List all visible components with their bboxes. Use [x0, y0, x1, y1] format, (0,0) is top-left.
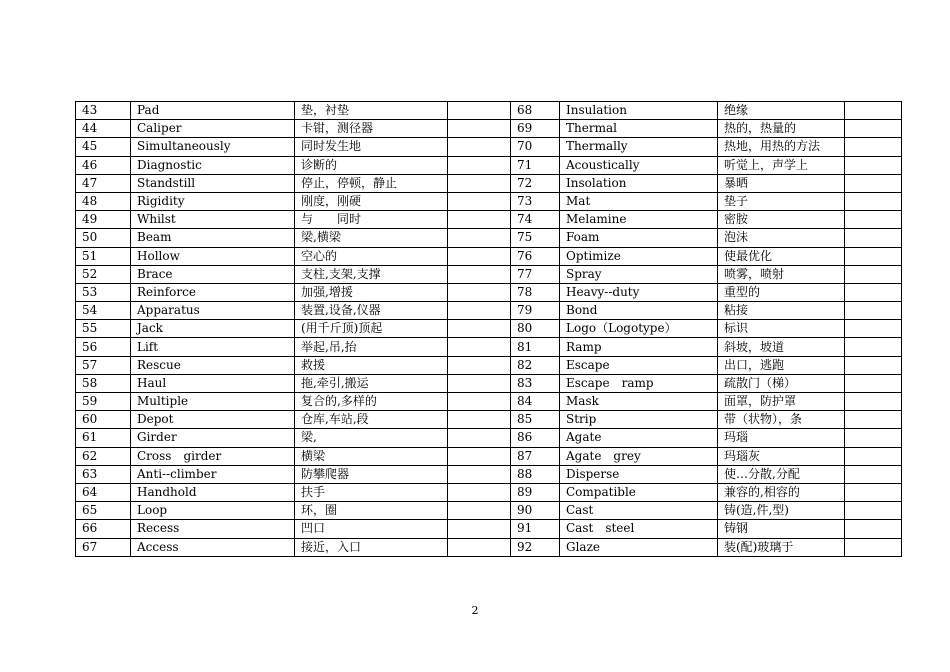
- term-chinese: 暴晒: [718, 174, 845, 192]
- term-english: Agate: [560, 429, 718, 447]
- term-number: 83: [511, 374, 560, 392]
- term-chinese: 兼容的,相容的: [718, 483, 845, 501]
- term-chinese: 诊断的: [295, 156, 448, 174]
- term-chinese: 支柱,支架,支撑: [295, 265, 448, 283]
- term-english: Insulation: [560, 102, 718, 120]
- term-number: 70: [511, 138, 560, 156]
- table-row: [76, 120, 902, 138]
- term-number: 81: [511, 338, 560, 356]
- term-number: 87: [511, 447, 560, 465]
- term-number: 54: [76, 302, 131, 320]
- term-english: Cast steel: [560, 520, 718, 538]
- term-english: Depot: [131, 411, 295, 429]
- term-english: Mask: [560, 393, 718, 411]
- term-english: Foam: [560, 229, 718, 247]
- term-blank-cell: [845, 465, 902, 483]
- term-english: Brace: [131, 265, 295, 283]
- term-chinese: 热地，用热的方法: [718, 138, 845, 156]
- term-english: Thermally: [560, 138, 718, 156]
- term-chinese: 举起,吊,抬: [295, 338, 448, 356]
- term-chinese: 使…分散,分配: [718, 465, 845, 483]
- term-blank-cell: [845, 211, 902, 229]
- term-chinese: 梁,横梁: [295, 229, 448, 247]
- table-row: [76, 265, 902, 283]
- term-english: Cast: [560, 502, 718, 520]
- term-number: 50: [76, 229, 131, 247]
- term-number: 56: [76, 338, 131, 356]
- term-blank-cell: [448, 320, 511, 338]
- term-number: 88: [511, 465, 560, 483]
- term-blank-cell: [448, 520, 511, 538]
- term-blank-cell: [448, 538, 511, 556]
- table-row: [76, 338, 902, 356]
- term-blank-cell: [845, 538, 902, 556]
- table-row: [76, 356, 902, 374]
- term-chinese: 加强,增援: [295, 283, 448, 301]
- term-chinese: 卡钳，测径器: [295, 120, 448, 138]
- term-chinese: 密胺: [718, 211, 845, 229]
- page-number: 2: [471, 604, 479, 617]
- term-english: Apparatus: [131, 302, 295, 320]
- term-chinese: 装置,设备,仪器: [295, 302, 448, 320]
- term-english: Whilst: [131, 211, 295, 229]
- term-english: Acoustically: [560, 156, 718, 174]
- term-english: Multiple: [131, 393, 295, 411]
- term-chinese: 绝缘: [718, 102, 845, 120]
- table-row: [76, 520, 902, 538]
- term-english: Escape: [560, 356, 718, 374]
- term-english: Strip: [560, 411, 718, 429]
- term-number: 60: [76, 411, 131, 429]
- term-number: 43: [76, 102, 131, 120]
- table-row: [76, 465, 902, 483]
- term-chinese: 泡沫: [718, 229, 845, 247]
- term-english: Loop: [131, 502, 295, 520]
- term-chinese: 空心的: [295, 247, 448, 265]
- term-chinese: 使最优化: [718, 247, 845, 265]
- term-blank-cell: [448, 374, 511, 392]
- term-blank-cell: [845, 356, 902, 374]
- term-chinese: 标识: [718, 320, 845, 338]
- term-chinese: 横梁: [295, 447, 448, 465]
- term-number: 62: [76, 447, 131, 465]
- term-blank-cell: [448, 393, 511, 411]
- term-number: 53: [76, 283, 131, 301]
- term-chinese: 玛瑙: [718, 429, 845, 447]
- term-blank-cell: [448, 102, 511, 120]
- term-english: Mat: [560, 192, 718, 210]
- term-chinese: 垫，衬垫: [295, 102, 448, 120]
- term-blank-cell: [448, 138, 511, 156]
- term-blank-cell: [845, 156, 902, 174]
- term-chinese: 铸钢: [718, 520, 845, 538]
- term-blank-cell: [845, 247, 902, 265]
- table-row: [76, 192, 902, 210]
- table-row: [76, 211, 902, 229]
- term-number: 64: [76, 483, 131, 501]
- term-number: 46: [76, 156, 131, 174]
- term-blank-cell: [845, 520, 902, 538]
- table-row: [76, 247, 902, 265]
- term-english: Handhold: [131, 483, 295, 501]
- term-number: 80: [511, 320, 560, 338]
- term-number: 82: [511, 356, 560, 374]
- term-number: 61: [76, 429, 131, 447]
- term-chinese: 疏散门（梯）: [718, 374, 845, 392]
- term-blank-cell: [448, 265, 511, 283]
- term-number: 44: [76, 120, 131, 138]
- term-chinese: 刚度，刚硬: [295, 192, 448, 210]
- term-blank-cell: [448, 447, 511, 465]
- term-number: 73: [511, 192, 560, 210]
- term-blank-cell: [845, 265, 902, 283]
- table-row: [76, 393, 902, 411]
- term-blank-cell: [845, 174, 902, 192]
- term-blank-cell: [448, 302, 511, 320]
- term-blank-cell: [448, 502, 511, 520]
- term-blank-cell: [845, 502, 902, 520]
- term-english: Heavy--duty: [560, 283, 718, 301]
- term-blank-cell: [845, 120, 902, 138]
- term-number: 89: [511, 483, 560, 501]
- term-chinese: 斜坡，坡道: [718, 338, 845, 356]
- term-english: Haul: [131, 374, 295, 392]
- term-number: 45: [76, 138, 131, 156]
- term-number: 84: [511, 393, 560, 411]
- term-chinese: 接近，入口: [295, 538, 448, 556]
- term-chinese: 复合的,多样的: [295, 393, 448, 411]
- term-number: 58: [76, 374, 131, 392]
- table-row: [76, 229, 902, 247]
- term-blank-cell: [845, 229, 902, 247]
- term-chinese: 听觉上，声学上: [718, 156, 845, 174]
- term-number: 48: [76, 192, 131, 210]
- term-english: Bond: [560, 302, 718, 320]
- term-english: Simultaneously: [131, 138, 295, 156]
- term-blank-cell: [448, 156, 511, 174]
- term-english: Disperse: [560, 465, 718, 483]
- term-number: 51: [76, 247, 131, 265]
- term-number: 78: [511, 283, 560, 301]
- term-english: Agate grey: [560, 447, 718, 465]
- term-english: Recess: [131, 520, 295, 538]
- term-blank-cell: [448, 120, 511, 138]
- term-number: 75: [511, 229, 560, 247]
- term-number: 68: [511, 102, 560, 120]
- term-chinese: 玛瑙灰: [718, 447, 845, 465]
- term-english: Cross girder: [131, 447, 295, 465]
- table-row: [76, 302, 902, 320]
- term-blank-cell: [845, 283, 902, 301]
- term-english: Pad: [131, 102, 295, 120]
- term-chinese: 救援: [295, 356, 448, 374]
- term-chinese: 仓库,车站,段: [295, 411, 448, 429]
- term-blank-cell: [845, 393, 902, 411]
- term-blank-cell: [448, 483, 511, 501]
- table-row: [76, 283, 902, 301]
- term-blank-cell: [448, 283, 511, 301]
- term-number: 74: [511, 211, 560, 229]
- term-chinese: 停止，停顿，静止: [295, 174, 448, 192]
- term-chinese: 面罩，防护罩: [718, 393, 845, 411]
- term-chinese: 垫子: [718, 192, 845, 210]
- table-row: [76, 156, 902, 174]
- term-number: 69: [511, 120, 560, 138]
- term-blank-cell: [845, 302, 902, 320]
- table-row: [76, 174, 902, 192]
- term-blank-cell: [845, 447, 902, 465]
- term-chinese: 拖,牵引,搬运: [295, 374, 448, 392]
- term-english: Logo（Logotype）: [560, 320, 718, 338]
- term-english: Girder: [131, 429, 295, 447]
- term-chinese: 热的，热量的: [718, 120, 845, 138]
- term-english: Escape ramp: [560, 374, 718, 392]
- table-row: [76, 411, 902, 429]
- term-english: Rigidity: [131, 192, 295, 210]
- glossary-body: [76, 102, 902, 557]
- table-row: [76, 374, 902, 392]
- term-number: 47: [76, 174, 131, 192]
- table-row: [76, 429, 902, 447]
- term-blank-cell: [845, 374, 902, 392]
- term-blank-cell: [448, 229, 511, 247]
- term-chinese: 同时发生地: [295, 138, 448, 156]
- term-english: Diagnostic: [131, 156, 295, 174]
- term-blank-cell: [845, 429, 902, 447]
- table-row: [76, 502, 902, 520]
- term-number: 52: [76, 265, 131, 283]
- term-blank-cell: [448, 429, 511, 447]
- term-chinese: 凹口: [295, 520, 448, 538]
- term-blank-cell: [448, 411, 511, 429]
- term-blank-cell: [845, 338, 902, 356]
- term-blank-cell: [845, 102, 902, 120]
- term-blank-cell: [845, 192, 902, 210]
- term-english: Caliper: [131, 120, 295, 138]
- term-blank-cell: [845, 483, 902, 501]
- term-english: Hollow: [131, 247, 295, 265]
- term-english: Access: [131, 538, 295, 556]
- term-number: 77: [511, 265, 560, 283]
- table-row: [76, 447, 902, 465]
- term-number: 76: [511, 247, 560, 265]
- table-row: [76, 102, 902, 120]
- term-blank-cell: [448, 465, 511, 483]
- term-blank-cell: [448, 192, 511, 210]
- term-number: 57: [76, 356, 131, 374]
- term-number: 67: [76, 538, 131, 556]
- glossary-table: [75, 101, 902, 557]
- table-row: [76, 483, 902, 501]
- term-english: Standstill: [131, 174, 295, 192]
- term-english: Thermal: [560, 120, 718, 138]
- term-number: 85: [511, 411, 560, 429]
- term-number: 92: [511, 538, 560, 556]
- term-blank-cell: [448, 174, 511, 192]
- table-row: [76, 138, 902, 156]
- term-chinese: 梁,: [295, 429, 448, 447]
- term-number: 55: [76, 320, 131, 338]
- term-blank-cell: [845, 411, 902, 429]
- term-chinese: 喷雾，喷射: [718, 265, 845, 283]
- term-english: Spray: [560, 265, 718, 283]
- term-blank-cell: [448, 338, 511, 356]
- term-chinese: 带（状物），条: [718, 411, 845, 429]
- term-english: Beam: [131, 229, 295, 247]
- term-blank-cell: [448, 247, 511, 265]
- term-chinese: 防攀爬器: [295, 465, 448, 483]
- term-number: 86: [511, 429, 560, 447]
- term-chinese: 重型的: [718, 283, 845, 301]
- term-english: Anti--climber: [131, 465, 295, 483]
- term-chinese: 粘接: [718, 302, 845, 320]
- term-english: Jack: [131, 320, 295, 338]
- table-row: [76, 538, 902, 556]
- term-chinese: (用千斤顶)顶起: [295, 320, 448, 338]
- term-english: Melamine: [560, 211, 718, 229]
- term-chinese: 装(配)玻璃于: [718, 538, 845, 556]
- term-number: 90: [511, 502, 560, 520]
- term-chinese: 环，圈: [295, 502, 448, 520]
- term-number: 49: [76, 211, 131, 229]
- term-blank-cell: [845, 320, 902, 338]
- term-english: Rescue: [131, 356, 295, 374]
- term-english: Optimize: [560, 247, 718, 265]
- term-number: 91: [511, 520, 560, 538]
- term-number: 65: [76, 502, 131, 520]
- term-english: Compatible: [560, 483, 718, 501]
- term-english: Glaze: [560, 538, 718, 556]
- term-english: Reinforce: [131, 283, 295, 301]
- table-row: [76, 320, 902, 338]
- term-chinese: 铸(造,件,型): [718, 502, 845, 520]
- term-number: 79: [511, 302, 560, 320]
- term-number: 59: [76, 393, 131, 411]
- term-chinese: 扶手: [295, 483, 448, 501]
- term-english: Insolation: [560, 174, 718, 192]
- term-number: 63: [76, 465, 131, 483]
- term-blank-cell: [845, 138, 902, 156]
- term-english: Ramp: [560, 338, 718, 356]
- term-number: 71: [511, 156, 560, 174]
- term-number: 66: [76, 520, 131, 538]
- term-number: 72: [511, 174, 560, 192]
- term-blank-cell: [448, 211, 511, 229]
- term-chinese: 出口，逃跑: [718, 356, 845, 374]
- term-english: Lift: [131, 338, 295, 356]
- term-blank-cell: [448, 356, 511, 374]
- term-chinese: 与 同时: [295, 211, 448, 229]
